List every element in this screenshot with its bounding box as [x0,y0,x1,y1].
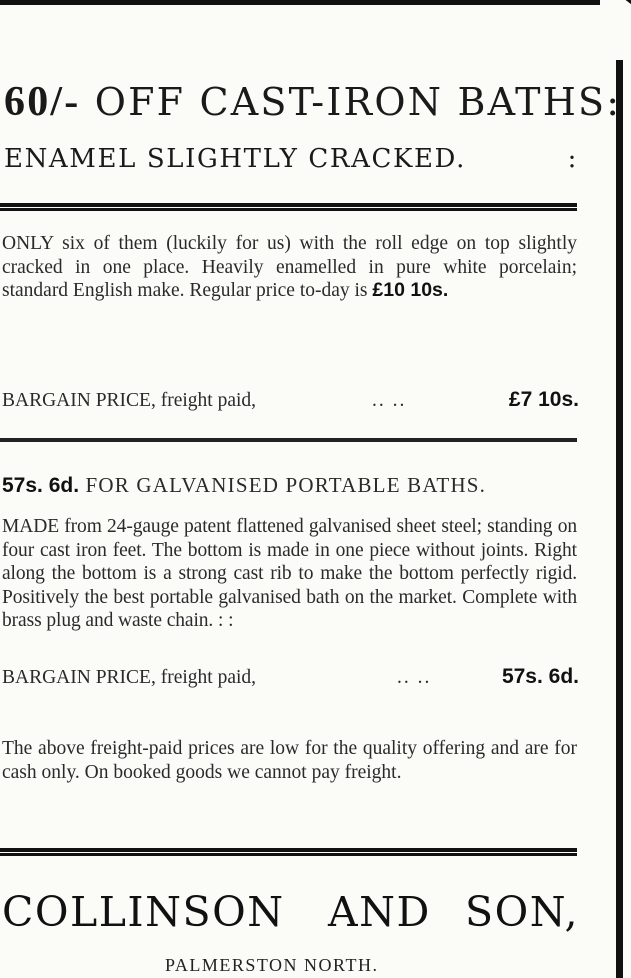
headline [4,78,621,126]
town-name: PALMERSTON NORTH. [165,955,379,975]
subheadline [4,144,582,174]
headline-text: OFF CAST-IRON BATHS: [94,80,622,124]
section2-heading [2,473,579,498]
firm-word: AND [328,888,431,936]
firm-word: COLLINSON [2,888,285,936]
divider-double [0,203,577,211]
bargain-price: £7 10s. [508,388,579,411]
divider-double [0,848,577,856]
freight-note: The above freight-paid prices are low for the quality offering and are for cash only. On booked goods we cannot pay freight. [2,738,577,783]
section2-heading-text: FOR GALVANISED PORTABLE BATHS. [85,473,487,497]
border-right [616,60,623,978]
section2-bargain-line [2,667,579,693]
headline-price: 60/- [4,79,81,125]
section1-text: ONLY six of them (luckily for us) with the roll edge on top slightly cracked in one place. Heavily enamelled in pure white porcelain; standard English make. Regular price to-day is [2,233,577,301]
section1-description [2,232,577,303]
bargain-label: BARGAIN PRICE, freight paid, [2,667,257,688]
leader-dots: .. .. [397,667,432,688]
subheadline-colon: : [567,144,578,174]
section2-heading-price: 57s. 6d. [2,474,80,497]
bargain-price: 57s. 6d. [501,665,579,688]
section1-regular-price: £10 10s. [372,279,449,301]
divider-single [0,438,577,442]
border-top [0,0,600,5]
firm-word: SON, [465,888,579,936]
bargain-label: BARGAIN PRICE, freight paid, [2,390,257,411]
subheadline-text: ENAMEL SLIGHTLY CRACKED. [4,144,466,174]
leader-dots: .. .. [372,390,407,411]
section2-description: MADE from 24-gauge patent flattened galvanised sheet steel; standing on four cast iron feet. The bottom is made in one piece without joints. Right along the bottom is a strong cast rib to make the bottom perfectly rigid. Positively the best portable galvanised bath on the market. Complete with brass plug and waste chain. : : [2,516,577,631]
section1-bargain-line [2,390,579,416]
